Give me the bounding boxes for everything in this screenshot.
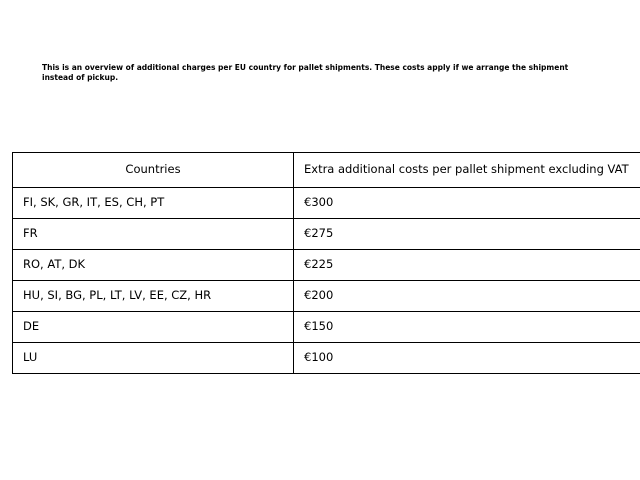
table-row xyxy=(13,219,640,250)
cell-countries: LU xyxy=(13,343,294,374)
table-body xyxy=(13,188,640,374)
table-header xyxy=(13,153,640,188)
table-row xyxy=(13,250,640,281)
cell-countries: RO, AT, DK xyxy=(13,250,294,281)
table-row xyxy=(13,281,640,312)
cell-cost: €100 xyxy=(294,343,640,374)
charges-table xyxy=(12,152,640,374)
intro-paragraph: This is an overview of additional charges per EU country for pallet shipments. These costs apply if we arrange the shipment instead of pickup. xyxy=(42,63,569,82)
cell-cost: €300 xyxy=(294,188,640,219)
cell-cost: €200 xyxy=(294,281,640,312)
table-row xyxy=(13,188,640,219)
cell-countries: DE xyxy=(13,312,294,343)
cell-countries: FI, SK, GR, IT, ES, CH, PT xyxy=(13,188,294,219)
table-header-row xyxy=(13,153,640,188)
header-countries: Countries xyxy=(13,153,294,188)
cell-cost: €150 xyxy=(294,312,640,343)
cell-cost: €275 xyxy=(294,219,640,250)
cell-countries: HU, SI, BG, PL, LT, LV, EE, CZ, HR xyxy=(13,281,294,312)
header-costs: Extra additional costs per pallet shipment excluding VAT xyxy=(294,153,640,188)
table-row xyxy=(13,312,640,343)
charges-table-container xyxy=(12,152,628,374)
cell-cost: €225 xyxy=(294,250,640,281)
table-row xyxy=(13,343,640,374)
cell-countries: FR xyxy=(13,219,294,250)
